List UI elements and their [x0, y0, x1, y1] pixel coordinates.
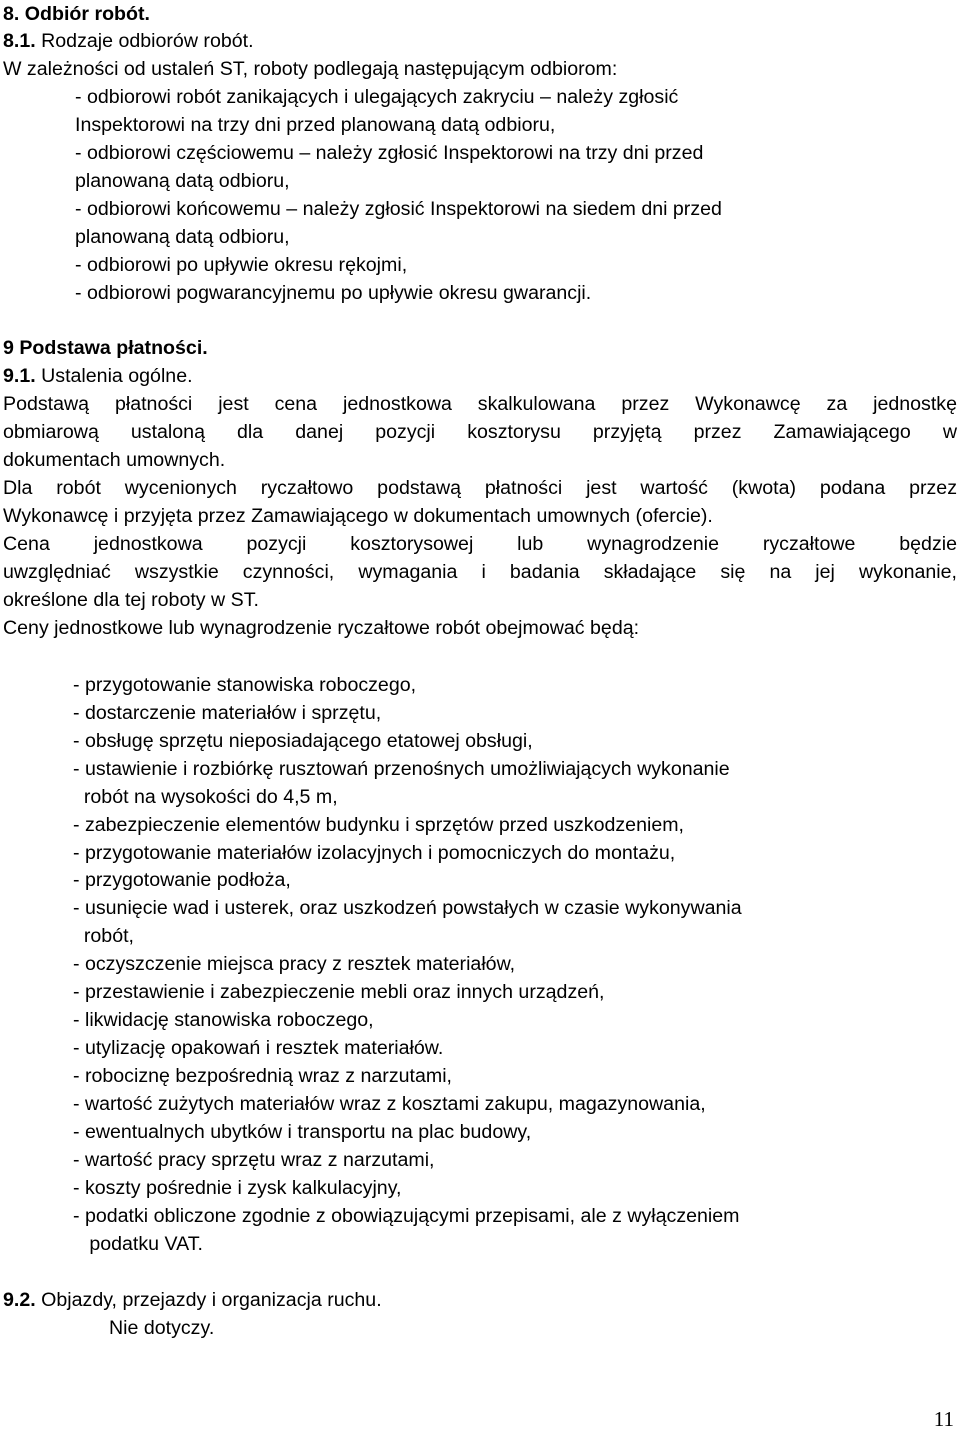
list-item: - przestawienie i zabezpieczenie mebli oraz innych urządzeń,	[73, 981, 605, 1003]
section-9-2-number: 9.2.	[3, 1289, 36, 1311]
section-8-intro: W zależności od ustaleń ST, roboty podlegają następującym odbiorom:	[3, 58, 618, 80]
list-item: - utylizację opakowań i resztek materiałów.	[73, 1037, 444, 1059]
list-item: - odbiorowi końcowemu – należy zgłosić Inspektorowi na siedem dni przed	[75, 198, 722, 220]
paragraph-line: Ceny jednostkowe lub wynagrodzenie ryczałtowe robót obejmować będą:	[3, 617, 640, 639]
list-item: - wartość pracy sprzętu wraz z narzutami,	[73, 1149, 435, 1171]
section-9-heading: 9 Podstawa płatności.	[3, 337, 208, 359]
list-item: - ewentualnych ubytków i transportu na plac budowy,	[73, 1121, 532, 1143]
page-number: 11	[933, 1407, 954, 1431]
list-item: - przygotowanie podłoża,	[73, 869, 291, 891]
paragraph-line: dokumentach umownych.	[3, 449, 226, 471]
list-item: planowaną datą odbioru,	[75, 226, 290, 248]
list-item: - oczyszczenie miejsca pracy z resztek materiałów,	[73, 953, 516, 975]
list-item: - wartość zużytych materiałów wraz z kosztami zakupu, magazynowania,	[73, 1093, 706, 1115]
section-9-2-heading	[3, 1286, 382, 1314]
paragraph-line: uwzględniać wszystkie czynności, wymagania i badania składające się na jej wykonanie,	[3, 561, 957, 583]
list-item: robót,	[73, 925, 134, 947]
list-item: robót na wysokości do 4,5 m,	[73, 786, 338, 808]
list-item: planowaną datą odbioru,	[75, 170, 290, 192]
paragraph-line: Podstawą płatności jest cena jednostkowa skalkulowana przez Wykonawcę za jednostkę	[3, 393, 957, 415]
list-item: - zabezpieczenie elementów budynku i sprzętów przed uszkodzeniem,	[73, 814, 684, 836]
section-8-1-title: Rodzaje odbiorów robót.	[35, 30, 254, 52]
list-item: - usunięcie wad i usterek, oraz uszkodzeń powstałych w czasie wykonywania	[73, 897, 742, 919]
section-9-1-title: Ustalenia ogólne.	[35, 365, 193, 387]
list-item: - dostarczenie materiałów i sprzętu,	[73, 702, 382, 724]
paragraph-line: Wykonawcę i przyjęta przez Zamawiającego w dokumentach umownych (ofercie).	[3, 505, 713, 527]
section-8-1-number: 8.1.	[3, 30, 36, 52]
list-item: - odbiorowi po upływie okresu rękojmi,	[75, 254, 408, 276]
section-8-heading: 8. Odbiór robót.	[3, 3, 150, 25]
list-item: - podatki obliczone zgodnie z obowiązującymi przepisami, ale z wyłączeniem	[73, 1205, 740, 1227]
section-8-1-heading	[3, 27, 254, 55]
list-item: - przygotowanie materiałów izolacyjnych i pomocniczych do montażu,	[73, 842, 676, 864]
list-item: - ustawienie i rozbiórkę rusztowań przenośnych umożliwiających wykonanie	[73, 758, 730, 780]
paragraph-line: określone dla tej roboty w ST.	[3, 589, 259, 611]
section-9-2-title: Objazdy, przejazdy i organizacja ruchu.	[35, 1289, 382, 1311]
list-item: - przygotowanie stanowiska roboczego,	[73, 674, 417, 696]
paragraph-line: Cena jednostkowa pozycji kosztorysowej lub wynagrodzenie ryczałtowe będzie	[3, 533, 957, 555]
section-9-1-number: 9.1.	[3, 365, 36, 387]
list-item: - koszty pośrednie i zysk kalkulacyjny,	[73, 1177, 402, 1199]
section-9-2-text: Nie dotyczy.	[109, 1317, 215, 1339]
list-item: Inspektorowi na trzy dni przed planowaną datą odbioru,	[75, 114, 556, 136]
paragraph-line: obmiarową ustaloną dla danej pozycji kosztorysu przyjętą przez Zamawiającego w	[3, 421, 957, 443]
list-item: - odbiorowi robót zanikających i ulegających zakryciu – należy zgłosić	[75, 86, 679, 108]
list-item: - likwidację stanowiska roboczego,	[73, 1009, 374, 1031]
paragraph-line: Dla robót wycenionych ryczałtowo podstawą płatności jest wartość (kwota) podana przez	[3, 477, 957, 499]
list-item: - robociznę bezpośrednią wraz z narzutami,	[73, 1065, 452, 1087]
list-item: - obsługę sprzętu nieposiadającego etatowej obsługi,	[73, 730, 533, 752]
section-9-1-heading	[3, 362, 193, 390]
list-item: podatku VAT.	[73, 1233, 203, 1255]
list-item: - odbiorowi pogwarancyjnemu po upływie okresu gwarancji.	[75, 282, 592, 304]
list-item: - odbiorowi częściowemu – należy zgłosić Inspektorowi na trzy dni przed	[75, 142, 704, 164]
